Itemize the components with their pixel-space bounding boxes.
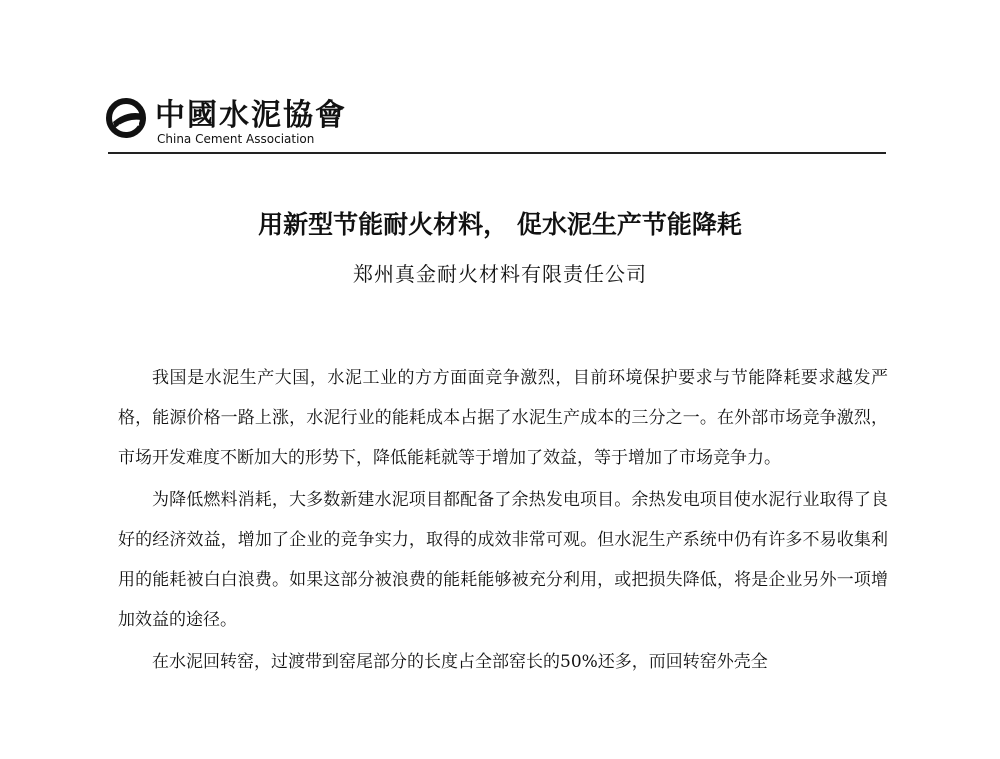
article-body — [118, 358, 888, 684]
paragraph: 我国是水泥生产大国，水泥工业的方方面面竞争激烈，目前环境保护要求与节能降耗要求越发严格，能源价格一路上涨，水泥行业的能耗成本占据了水泥生产成本的三分之一。在外部市场竞争激烈，市场开发难度不断加大的形势下，降低能耗就等于增加了效益，等于增加了市场竞争力。 — [118, 368, 888, 468]
article-author: 郑州真金耐火材料有限责任公司 — [353, 262, 647, 286]
cement-association-logo-icon — [105, 96, 149, 140]
association-name-chinese: 中國水泥協會 — [155, 98, 347, 133]
header-divider — [108, 152, 886, 154]
paragraph: 在水泥回转窑，过渡带到窑尾部分的长度占全部窑长的50%还多，而回转窑外壳全 — [152, 652, 768, 672]
letterhead — [105, 88, 895, 154]
paragraph: 为降低燃料消耗，大多数新建水泥项目都配备了余热发电项目。余热发电项目使水泥行业取得了良好的经济效益，增加了企业的竞争实力，取得的成效非常可观。但水泥生产系统中仍有许多不易收集利用的能耗被白白浪费。如果这部分被浪费的能耗能够被充分利用，或把损失降低，将是企业另外一项增加效益的途径。 — [118, 490, 888, 630]
article-title: 用新型节能耐火材料， 促水泥生产节能降耗 — [258, 210, 742, 239]
association-name-english: China Cement Association — [157, 132, 315, 146]
